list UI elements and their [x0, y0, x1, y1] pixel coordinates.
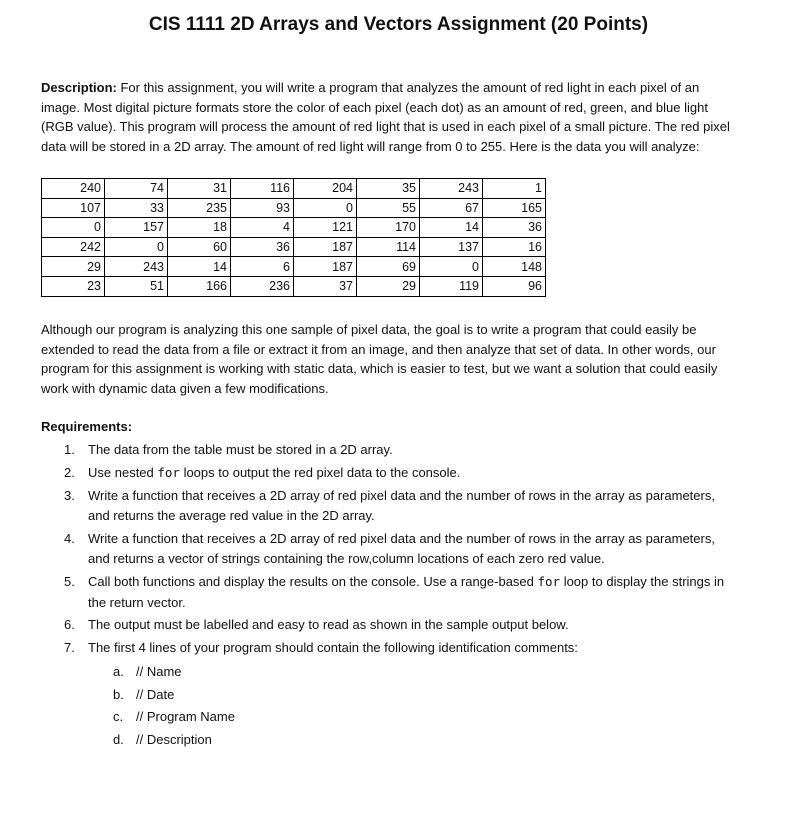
requirement-number: 2. [64, 464, 75, 480]
table-cell: 36 [231, 237, 294, 257]
sub-item-letter: a. [113, 663, 124, 679]
table-cell: 165 [483, 198, 546, 218]
requirement-text: The data from the table must be stored in a 2D array. [88, 442, 393, 457]
requirement-text: Write a function that receives a 2D array of red pixel data and the number of rows in the array as parameters, [88, 530, 715, 546]
requirement-text: The output must be labelled and easy to read as shown in the sample output below. [88, 617, 569, 633]
table-cell: 36 [483, 218, 546, 238]
table-cell: 96 [483, 276, 546, 296]
table-row [42, 276, 546, 296]
table-cell: 33 [105, 198, 168, 218]
table-cell: 116 [231, 179, 294, 199]
table-cell: 137 [420, 237, 483, 257]
page-title: CIS 1111 2D Arrays and Vectors Assignment (20 Points) [148, 14, 649, 35]
table-cell: 14 [420, 218, 483, 238]
description-label: Description: [41, 80, 117, 95]
sub-item [88, 661, 764, 684]
requirement-item [64, 440, 764, 461]
table-cell: 0 [42, 218, 105, 238]
sub-item [88, 729, 764, 752]
table-cell: 35 [357, 179, 420, 199]
table-cell: 69 [357, 257, 420, 277]
description-line: data will be stored in a 2D array. The amount of red light will range from 0 to 255. Here is the data you will analyze: [41, 139, 700, 155]
table-cell: 18 [168, 218, 231, 238]
table-cell: 14 [168, 257, 231, 277]
requirement-number: 5. [64, 574, 75, 590]
table-cell: 93 [231, 198, 294, 218]
requirement-text: loop to display the strings in [560, 574, 725, 590]
table-cell: 243 [420, 179, 483, 199]
table-cell: 16 [483, 237, 546, 257]
table-cell: 166 [168, 276, 231, 296]
table-cell: 31 [168, 179, 231, 199]
sub-item-text: // Program Name [136, 709, 235, 725]
followup-line: extended to read the data from a file or extract it from an image, and then analyze that set of data. In other words, our [41, 341, 716, 357]
table-row [42, 237, 546, 257]
requirements-list [64, 440, 764, 754]
table-cell: 29 [42, 257, 105, 277]
requirement-item [64, 572, 764, 613]
requirement-number: 4. [64, 530, 75, 546]
followup-line: program for this assignment is working with static data, which is easier to test, but we want a solution that could easily [41, 361, 718, 377]
code-keyword: for [157, 464, 180, 480]
table-cell: 204 [294, 179, 357, 199]
table-cell: 23 [42, 276, 105, 296]
table-cell: 157 [105, 218, 168, 238]
table-row [42, 179, 546, 199]
description-paragraph [41, 78, 761, 157]
table-cell: 0 [294, 198, 357, 218]
requirement-number: 1. [64, 442, 75, 457]
requirement-text: Write a function that receives a 2D array of red pixel data and the number of rows in the array as parameters, [88, 487, 715, 503]
table-cell: 243 [105, 257, 168, 277]
description-line: image. Most digital picture formats store the color of each pixel (each dot) as an amount of red, green, and blue light [41, 99, 708, 115]
table-cell: 0 [105, 237, 168, 257]
identification-comments-list [88, 661, 764, 752]
table-cell: 55 [357, 198, 420, 218]
requirements-heading: Requirements: [41, 419, 133, 434]
table-cell: 1 [483, 179, 546, 199]
table-cell: 107 [42, 198, 105, 218]
requirement-item [64, 638, 764, 752]
table-row [42, 257, 546, 277]
sub-item [88, 684, 764, 707]
requirement-text: Use nested [88, 464, 158, 480]
table-cell: 119 [420, 276, 483, 296]
requirement-item [64, 463, 764, 484]
table-cell: 67 [420, 198, 483, 218]
requirement-text: and returns the average red value in the 2D array. [88, 508, 375, 524]
table-cell: 6 [231, 257, 294, 277]
sub-item-letter: d. [113, 732, 124, 748]
requirement-item [64, 486, 764, 527]
table-cell: 74 [105, 179, 168, 199]
table-cell: 242 [42, 237, 105, 257]
table-cell: 121 [294, 218, 357, 238]
requirement-number: 6. [64, 617, 75, 633]
sub-item-text: // Description [136, 732, 212, 748]
followup-line: Although our program is analyzing this one sample of pixel data, the goal is to write a program that could easily be [41, 322, 697, 337]
table-cell: 51 [105, 276, 168, 296]
requirement-number: 7. [64, 640, 75, 656]
table-cell: 187 [294, 257, 357, 277]
table-cell: 240 [42, 179, 105, 199]
table-cell: 187 [294, 237, 357, 257]
followup-line: work with dynamic data given a few modifications. [41, 381, 329, 397]
table-cell: 236 [231, 276, 294, 296]
red-pixel-table [41, 178, 546, 297]
requirement-text: The first 4 lines of your program should contain the following identification comments: [88, 640, 578, 656]
table-row [42, 218, 546, 238]
followup-paragraph [41, 320, 761, 399]
sub-item-letter: b. [113, 686, 124, 702]
table-cell: 37 [294, 276, 357, 296]
requirement-text: loops to output the red pixel data to the console. [179, 464, 461, 480]
code-keyword: for [537, 574, 561, 590]
requirement-item [64, 615, 764, 636]
requirement-number: 3. [64, 487, 75, 503]
requirement-text: the return vector. [88, 594, 186, 610]
table-cell: 29 [357, 276, 420, 296]
table-cell: 235 [168, 198, 231, 218]
description-line: For this assignment, you will write a program that analyzes the amount of red light in each pixel of an [116, 80, 700, 95]
description-line: (RGB value). This program will process the amount of red light that is used in each pixel of a small picture. The red pixel [41, 119, 730, 135]
table-cell: 0 [420, 257, 483, 277]
requirement-text: Call both functions and display the results on the console. Use a range-based [88, 574, 538, 590]
table-cell: 114 [357, 237, 420, 257]
table-cell: 170 [357, 218, 420, 238]
table-cell: 60 [168, 237, 231, 257]
requirement-item [64, 529, 764, 570]
table-cell: 148 [483, 257, 546, 277]
requirement-text: and returns a vector of strings containing the row,column locations of each zero red value. [88, 551, 605, 567]
table-cell: 4 [231, 218, 294, 238]
sub-item-text: // Date [136, 686, 175, 702]
table-row [42, 198, 546, 218]
sub-item-text: // Name [136, 663, 182, 679]
sub-item-letter: c. [113, 709, 124, 725]
sub-item [88, 706, 764, 729]
